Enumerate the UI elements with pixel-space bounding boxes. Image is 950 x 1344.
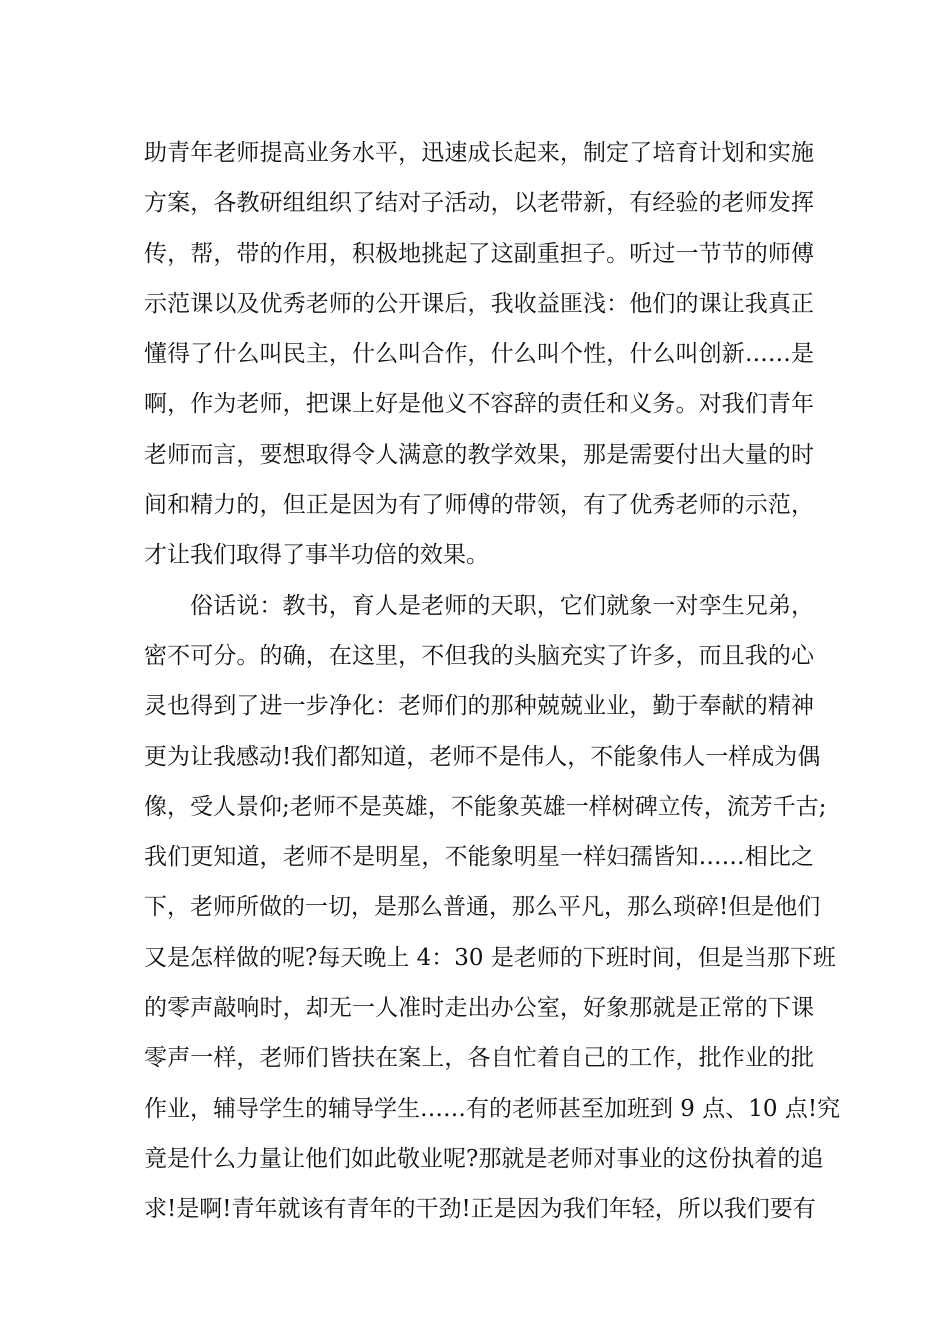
text-line: 懂得了什么叫民主，什么叫合作，什么叫个性，什么叫创新……是 <box>144 341 814 368</box>
paragraph <box>144 128 814 581</box>
text-line: 传，帮，带的作用，积极地挑起了这副重担子。听过一节节的师傅 <box>144 240 814 267</box>
text-line: 像，受人景仰;老师不是英雄，不能象英雄一样树碑立传，流芳千古; <box>144 793 827 820</box>
text-line: 间和精力的，但正是因为有了师傅的带领，有了优秀老师的示范， <box>144 492 814 519</box>
text-line: 零声一样，老师们皆扶在案上，各自忙着自己的工作，批作业的批 <box>144 1045 814 1072</box>
text-line: 密不可分。的确，在这里，不但我的头脑充实了许多，而且我的心 <box>144 642 814 669</box>
text-line: 竟是什么力量让他们如此敬业呢?那就是老师对事业的这份执着的追 <box>144 1145 824 1172</box>
text-line: 俗话说：教书，育人是老师的天职，它们就象一对孪生兄弟， <box>190 592 814 619</box>
text-line: 才让我们取得了事半功倍的效果。 <box>144 542 489 569</box>
text-line: 示范课以及优秀老师的公开课后，我收益匪浅：他们的课让我真正 <box>144 290 814 317</box>
text-line: 又是怎样做的呢?每天晚上 4：30 是老师的下班时间，但是当那下班 <box>144 944 836 971</box>
text-line: 的零声敲响时，却无一人准时走出办公室，好象那就是正常的下课 <box>144 995 814 1022</box>
paragraph <box>144 581 841 1235</box>
text-line: 方案，各教研组组织了结对子活动，以老带新，有经验的老师发挥 <box>144 190 814 217</box>
text-line: 老师而言，要想取得令人满意的教学效果，那是需要付出大量的时 <box>144 441 814 468</box>
text-line: 我们更知道，老师不是明星，不能象明星一样妇孺皆知……相比之 <box>144 844 814 871</box>
text-line: 作业，辅导学生的辅导学生……有的老师甚至加班到 9 点、10 点!究 <box>144 1095 841 1122</box>
body-text <box>144 128 841 1235</box>
text-line: 助青年老师提高业务水平，迅速成长起来，制定了培育计划和实施 <box>144 140 814 166</box>
text-line: 啊，作为老师，把课上好是他义不容辞的责任和义务。对我们青年 <box>144 391 814 418</box>
text-line: 求!是啊!青年就该有青年的干劲!正是因为我们年轻，所以我们要有 <box>144 1196 816 1223</box>
text-line: 灵也得到了进一步净化：老师们的那种兢兢业业，勤于奉献的精神 <box>144 693 814 720</box>
text-line: 下，老师所做的一切，是那么普通，那么平凡，那么琐碎!但是他们 <box>144 894 821 921</box>
text-line: 更为让我感动!我们都知道，老师不是伟人，不能象伟人一样成为偶 <box>144 743 821 770</box>
